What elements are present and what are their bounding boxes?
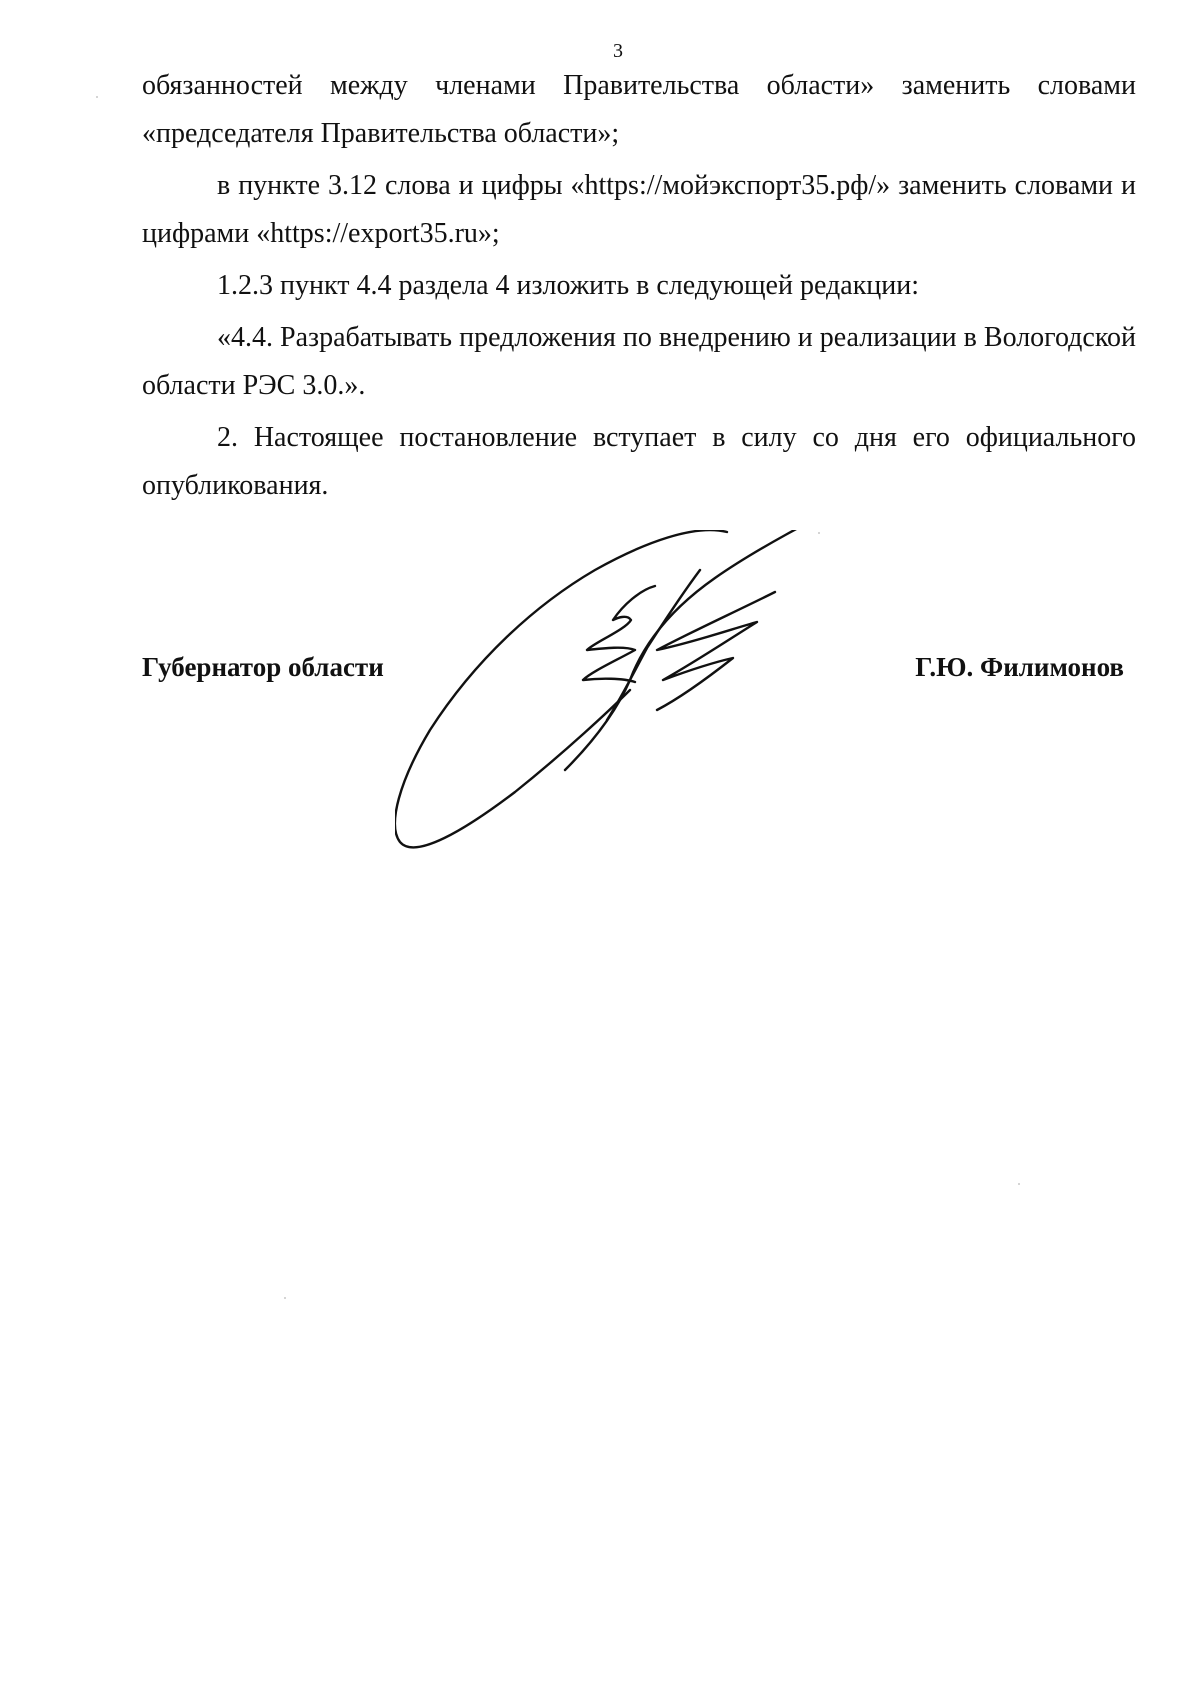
- signature-tail-stroke: [607, 570, 700, 720]
- paragraph-item-3-12: в пункте 3.12 слова и цифры «https://мойэкспорт35.рф/» заменить словами и цифрами «https://export35.ru»;: [142, 170, 1136, 249]
- signatory-name: Г.Ю. Филимонов: [915, 652, 1124, 682]
- paragraph-effective-date: 2. Настоящее постановление вступает в силу со дня его официального опубликования.: [142, 422, 1136, 501]
- scan-speck: [96, 96, 98, 98]
- position-title: Губернатор области: [142, 652, 384, 682]
- scan-speck: [284, 1297, 286, 1299]
- scan-speck: [818, 532, 820, 534]
- signature-zigzag-stroke: [583, 586, 655, 682]
- signature-flourish-stroke: [657, 592, 775, 710]
- paragraph-item-1-2-3: 1.2.3 пункт 4.4 раздела 4 изложить в следующей редакции:: [217, 270, 920, 301]
- handwritten-signature: [395, 530, 935, 920]
- paragraph-continuation: обязанностей между членами Правительства области» заменить словами «председателя Правительства области»;: [142, 70, 1136, 149]
- scan-speck: [1018, 1183, 1020, 1185]
- paragraph-item-4-4: «4.4. Разрабатывать предложения по внедрению и реализации в Вологодской области РЭС 3.0.».: [142, 322, 1136, 401]
- page-number: 3: [613, 40, 623, 62]
- document-body: [142, 62, 1136, 510]
- signature-loop-stroke: [395, 530, 727, 847]
